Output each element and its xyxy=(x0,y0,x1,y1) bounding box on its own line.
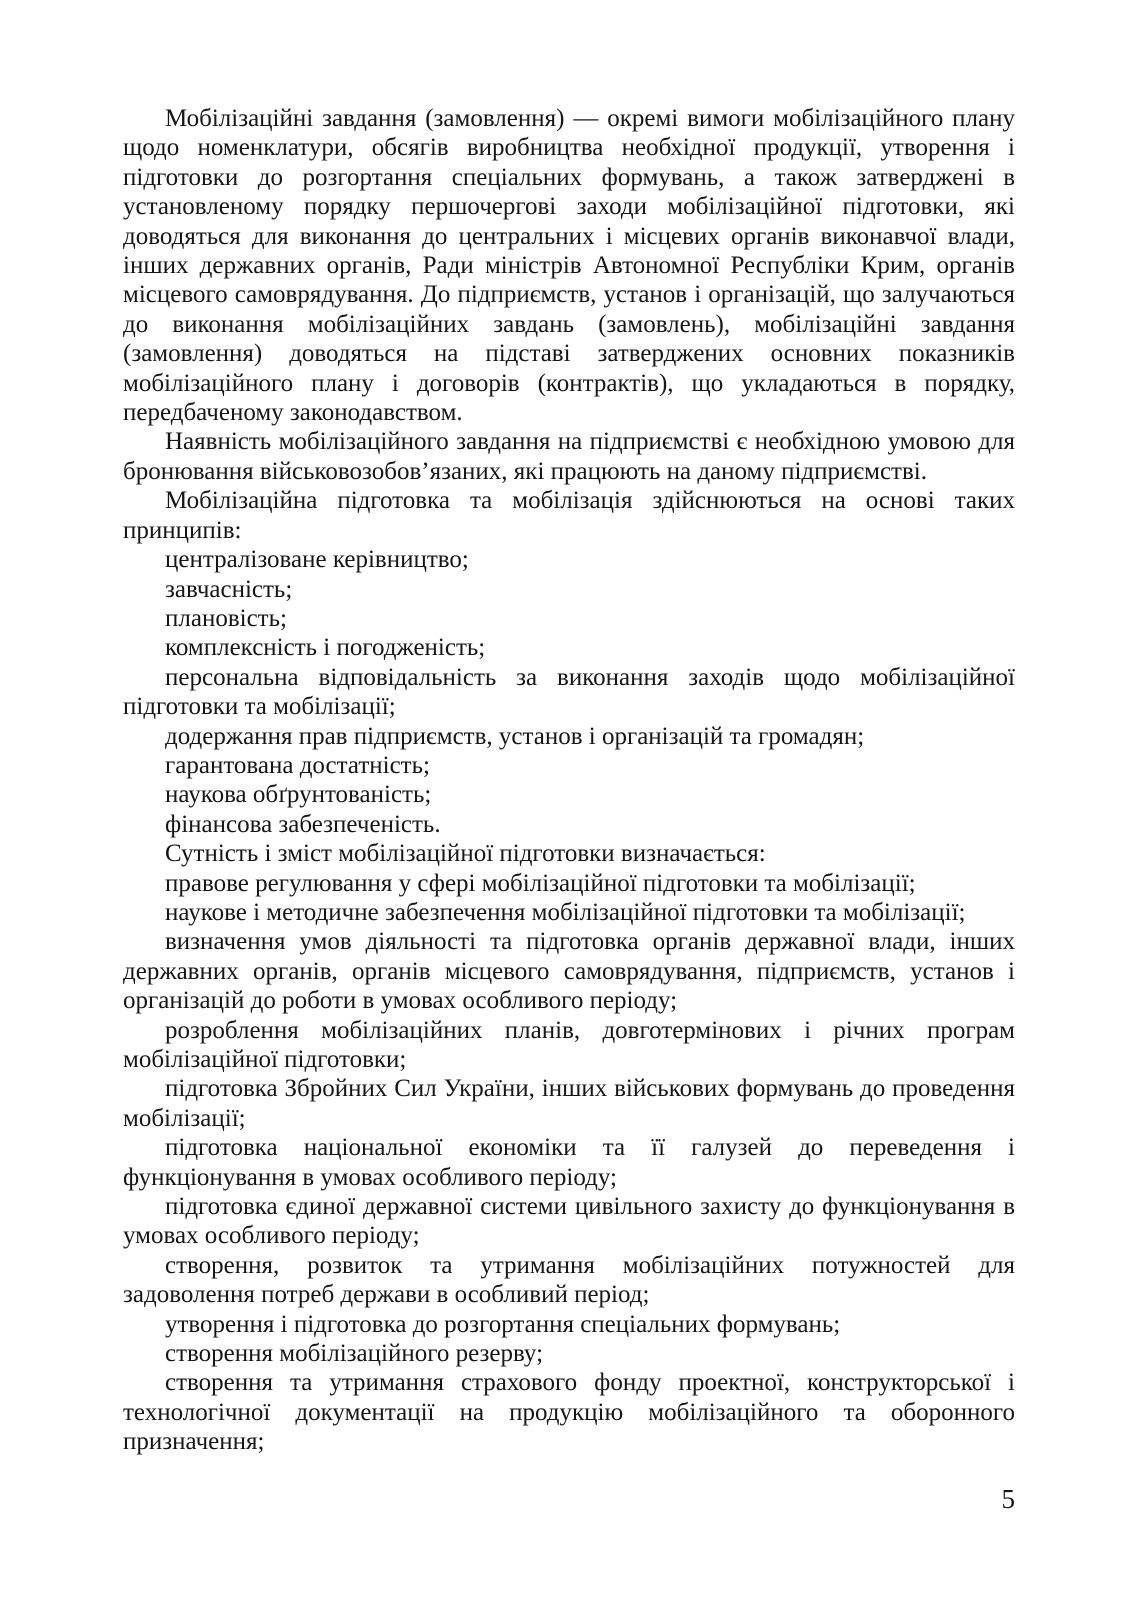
paragraph-essence-lead-in: Сутність і зміст мобілізаційної підготовки визначається: xyxy=(165,840,766,868)
list-item-financial-security: фінансова забезпеченість. xyxy=(165,810,441,838)
paragraph-intro-mobilization-tasks: Мобілізаційні завдання (замовлення) — окремі вимоги мобілізаційного плану щодо номенклатури, обсягів виробництва необхідної продукції, утворення і підготовки до розгортання спеціальних формувань, а також затверджені в установленому порядку першочергові заходи мобілізаційної підготовки, які доводяться для виконання до центральних і місцевих органів виконавчої влади, інших державних органів, Ради міністрів Автономної Республіки Крим, органів місцевого самоврядування. До підприємств, установ і організацій, що залучаються до виконання мобілізаційних завдань (замовлень), мобілізаційні завдання (замовлення) доводяться на підставі затверджених основних показників мобілізаційного плану і договорів (контрактів), що укладаються в порядку, передбаченому законодавством. xyxy=(123,105,1015,427)
list-item-scientific-support: наукове і методичне забезпечення мобілізаційної підготовки та мобілізації; xyxy=(165,898,966,926)
page-text xyxy=(123,104,1015,1457)
paragraph-task-presence-condition: Наявність мобілізаційного завдання на підприємстві є необхідною умовою для бронювання військовозобов’язаних, які працюють на даному підприємстві. xyxy=(123,428,1015,485)
list-item-comprehensiveness: комплексність і погодженість; xyxy=(165,634,486,662)
list-item-national-economy-preparation: підготовка національної економіки та її галузей до переведення і функціонування в умовах особливого періоду; xyxy=(123,1134,1015,1191)
list-item-plan-development: розроблення мобілізаційних планів, довготермінових і річних програм мобілізаційної підготовки; xyxy=(123,1016,1015,1073)
page-number: 5 xyxy=(1001,1484,1015,1514)
list-item-mobilization-reserve: створення мобілізаційного резерву; xyxy=(165,1340,544,1368)
list-item-timeliness: завчасність; xyxy=(165,575,293,603)
list-item-legal-regulation: правове регулювання у сфері мобілізаційної підготовки та мобілізації; xyxy=(165,869,916,897)
list-item-rights-observance: додержання прав підприємств, установ і організацій та громадян; xyxy=(165,722,865,750)
list-item-scientific-validity: наукова обґрунтованість; xyxy=(165,781,432,809)
list-item-centralized-leadership: централізоване керівництво; xyxy=(165,546,469,574)
list-item-special-formations: утворення і підготовка до розгортання спеціальних формувань; xyxy=(165,1310,841,1338)
list-item-activity-conditions: визначення умов діяльності та підготовка органів державної влади, інших державних органів, органів місцевого самоврядування, підприємств, установ і організацій до роботи в умовах особливого періоду; xyxy=(123,928,1015,1015)
list-item-personal-responsibility: персональна відповідальність за виконання заходів щодо мобілізаційної підготовки та мобілізації; xyxy=(123,663,1015,721)
paragraph-principles-lead-in: Мобілізаційна підготовка та мобілізація здійснюються на основі таких принципів: xyxy=(123,487,1015,544)
list-item-guaranteed-sufficiency: гарантована достатність; xyxy=(165,751,430,779)
list-item-planning: плановість; xyxy=(165,604,287,632)
list-item-insurance-fund: створення та утримання страхового фонду проектної, конструкторської і технологічної документації на продукцію мобілізаційного та оборонного призначення; xyxy=(123,1369,1015,1456)
list-item-mobilization-capacities: створення, розвиток та утримання мобілізаційних потужностей для задоволення потреб держави в особливий період; xyxy=(123,1251,1015,1309)
list-item-armed-forces-preparation: підготовка Збройних Сил України, інших військових формувань до проведення мобілізації; xyxy=(123,1075,1015,1132)
list-item-civil-protection-preparation: підготовка єдиної державної системи цивільного захисту до функціонування в умовах особливого періоду; xyxy=(123,1193,1015,1250)
